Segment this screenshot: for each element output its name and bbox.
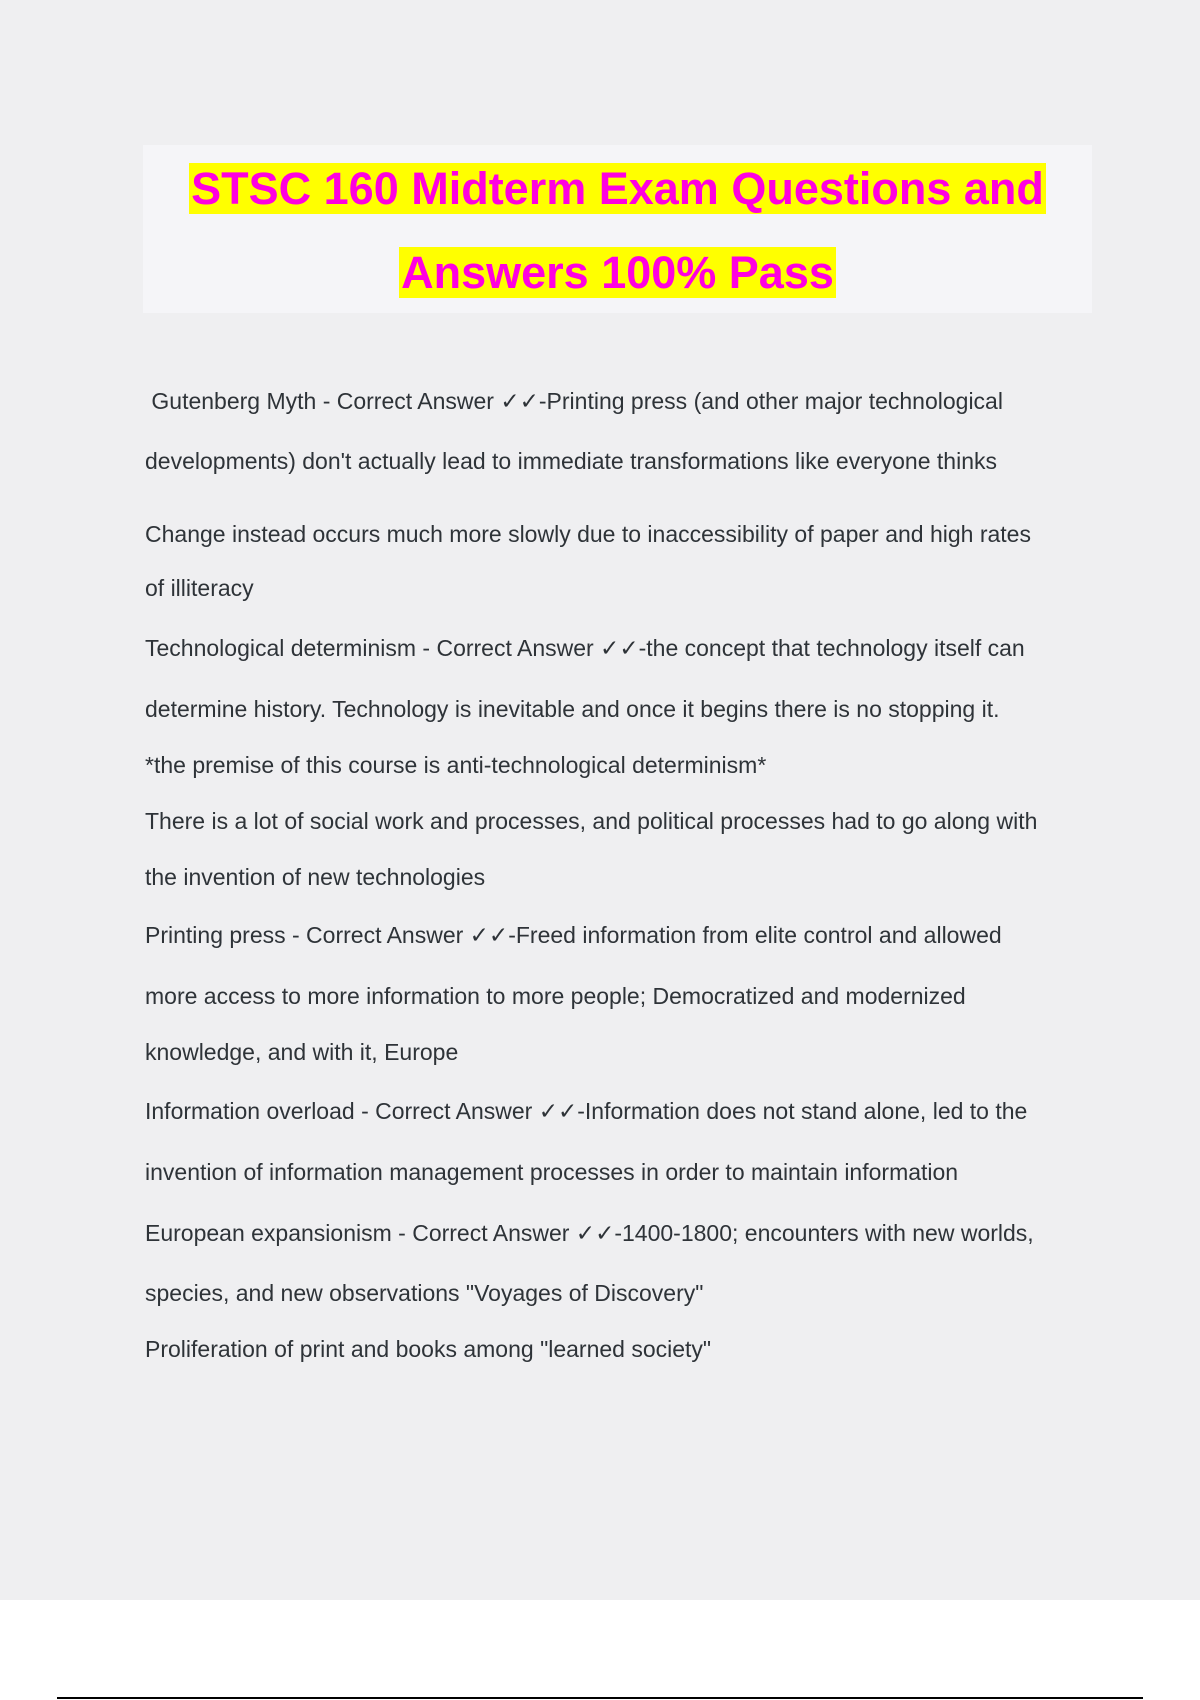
body-line: more access to more information to more people; Democratized and modernized <box>145 983 966 1009</box>
body-line: Gutenberg Myth - Correct Answer ✓✓-Printing press (and other major technological <box>145 388 1003 414</box>
footer-divider <box>57 1697 1143 1699</box>
body-line: Information overload - Correct Answer ✓✓-Information does not stand alone, led to the <box>145 1098 1028 1124</box>
body-line: invention of information management processes in order to maintain information <box>145 1159 959 1185</box>
body-line: knowledge, and with it, Europe <box>145 1039 459 1065</box>
body-line: determine history. Technology is inevitable and once it begins there is no stopping it. <box>145 696 1000 722</box>
body-line: species, and new observations "Voyages of Discovery" <box>145 1280 704 1306</box>
body-line: There is a lot of social work and processes, and political processes had to go along with <box>145 808 1038 834</box>
body-line: Technological determinism - Correct Answer ✓✓-the concept that technology itself can <box>145 635 1025 661</box>
body-line: of illiteracy <box>145 575 254 601</box>
body-line: European expansionism - Correct Answer ✓✓-1400-1800; encounters with new worlds, <box>145 1220 1034 1246</box>
body-line: Change instead occurs much more slowly due to inaccessibility of paper and high rates <box>145 521 1031 547</box>
body-line: developments) don't actually lead to immediate transformations like everyone thinks <box>145 448 997 474</box>
title-highlight-1: STSC 160 Midterm Exam Questions and <box>191 163 1044 214</box>
body-line: *the premise of this course is anti-technological determinism* <box>145 752 767 778</box>
body-line: Printing press - Correct Answer ✓✓-Freed information from elite control and allowed <box>145 922 1002 948</box>
title-line-1 <box>143 147 1092 231</box>
title-line-2 <box>143 231 1092 315</box>
title-block <box>143 145 1092 313</box>
body-line: the invention of new technologies <box>145 864 486 890</box>
title-highlight-2: Answers 100% Pass <box>401 247 834 298</box>
body-line: Proliferation of print and books among "learned society" <box>145 1336 712 1362</box>
